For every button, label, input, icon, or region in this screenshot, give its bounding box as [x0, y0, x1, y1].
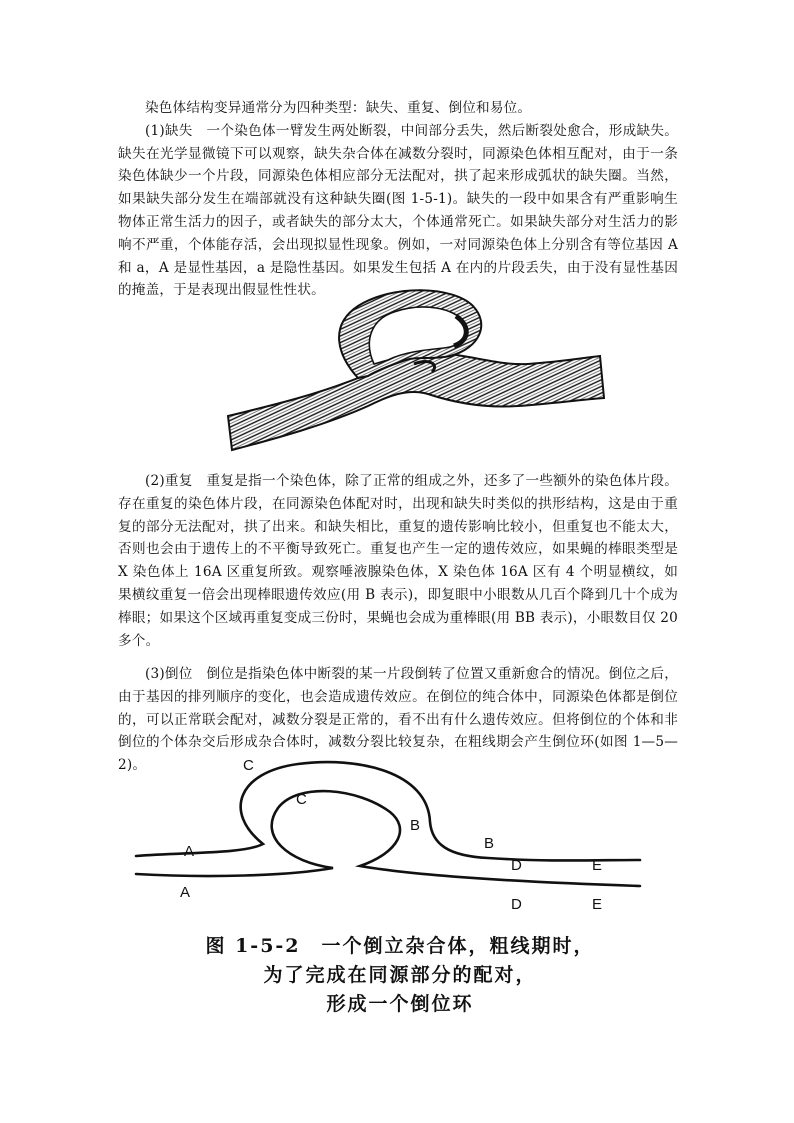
label-e-top: E [592, 857, 603, 874]
figure-caption-line-3: 形成一个倒位环 [326, 993, 474, 1015]
paragraph-intro: 染色体结构变异通常分为四种类型：缺失、重复、倒位和易位。 [145, 100, 532, 116]
label-b-outer: B [484, 835, 495, 852]
label-a-top: A [184, 843, 195, 860]
deletion-loop-figure [218, 286, 608, 458]
label-d-top: D [511, 857, 522, 874]
text-block-intro-deletion [118, 97, 678, 302]
text-block-duplication [118, 470, 678, 652]
label-a-bottom: A [180, 884, 191, 901]
inversion-loop-figure [128, 752, 648, 924]
label-d-bottom: D [511, 896, 522, 913]
paragraph-deletion: (1)缺失 一个染色体一臂发生两处断裂，中间部分丢失，然后断裂处愈合，形成缺失。缺失在光学显微镜下可以观察，缺失杂合体在减数分裂时，同源染色体相互配对，由于一条染色体缺少一个片段，同源染色体相应部分无法配对，拱了起来形成弧状的缺失圈。当然，如果缺失部分发生在端部就没有这种缺失圈(图 1-5-1)。缺失的一段中如果含有严重影响生物体正常生活力的因子，或者缺失的部分太大，个体通常死亡。如果缺失部分对生活力的影响不严重，个体能存活，会出现拟显性现象。例如，一对同源染色体上分别含有等位基因 A 和 a，A 是显性基因，a 是隐性基因。如果发生包括 A 在内的片段丢失，由于没有显性基因的掩盖，于是表现出假显性性状。 [118, 122, 678, 299]
paragraph-inversion: (3)倒位 倒位是指染色体中断裂的某一片段倒转了位置又重新愈合的情况。倒位之后，由于基因的排列顺序的变化，也会造成遗传效应。在倒位的纯合体中，同源染色体都是倒位的，可以正常联会配对，减数分裂是正常的，看不出有什么遗传效应。但将倒位的个体和非倒位的个体杂交后形成杂合体时，减数分裂比较复杂，在粗线期会产生倒位环(如图 1—5—2)。 [118, 666, 678, 774]
figure-caption-line-2: 为了完成在同源部分的配对， [263, 964, 537, 986]
chromosome-lines [136, 762, 640, 886]
label-e-bottom: E [592, 896, 603, 913]
label-c-outer: C [243, 757, 254, 774]
paragraph-duplication: (2)重复 重复是指一个染色体，除了正常的组成之外，还多了一些额外的染色体片段。存在重复的染色体片段，在同源染色体配对时，出现和缺失时类似的拱形结构，这是由于重复的部分无法配对，拱了出来。和缺失相比，重复的遗传影响比较小，但重复也不能太大，否则也会由于遗传上的不平衡导致死亡。重复也产生一定的遗传效应，如果蝇的棒眼类型是 X 染色体上 16A 区重复所致。观察唾液腺染色体，X 染色体 16A 区有 4 个明显横纹，如果横纹重复一倍会出现棒眼遗传效应(用 B 表示)，即复眼中小眼数从几百个降到几十个成为棒眼；如果这个区域再重复变成三份时，果蝇也会成为重棒眼(用 BB 表示)，小眼数目仅 20 多个。 [118, 473, 678, 649]
label-b-inner: B [410, 817, 421, 834]
chromosome-strand [228, 353, 604, 450]
label-c-inner: C [296, 791, 307, 808]
figure-caption-line-1: 图 1-5-2 一个倒立杂合体，粗线期时， [205, 935, 595, 957]
lower-homolog-line [136, 791, 640, 886]
